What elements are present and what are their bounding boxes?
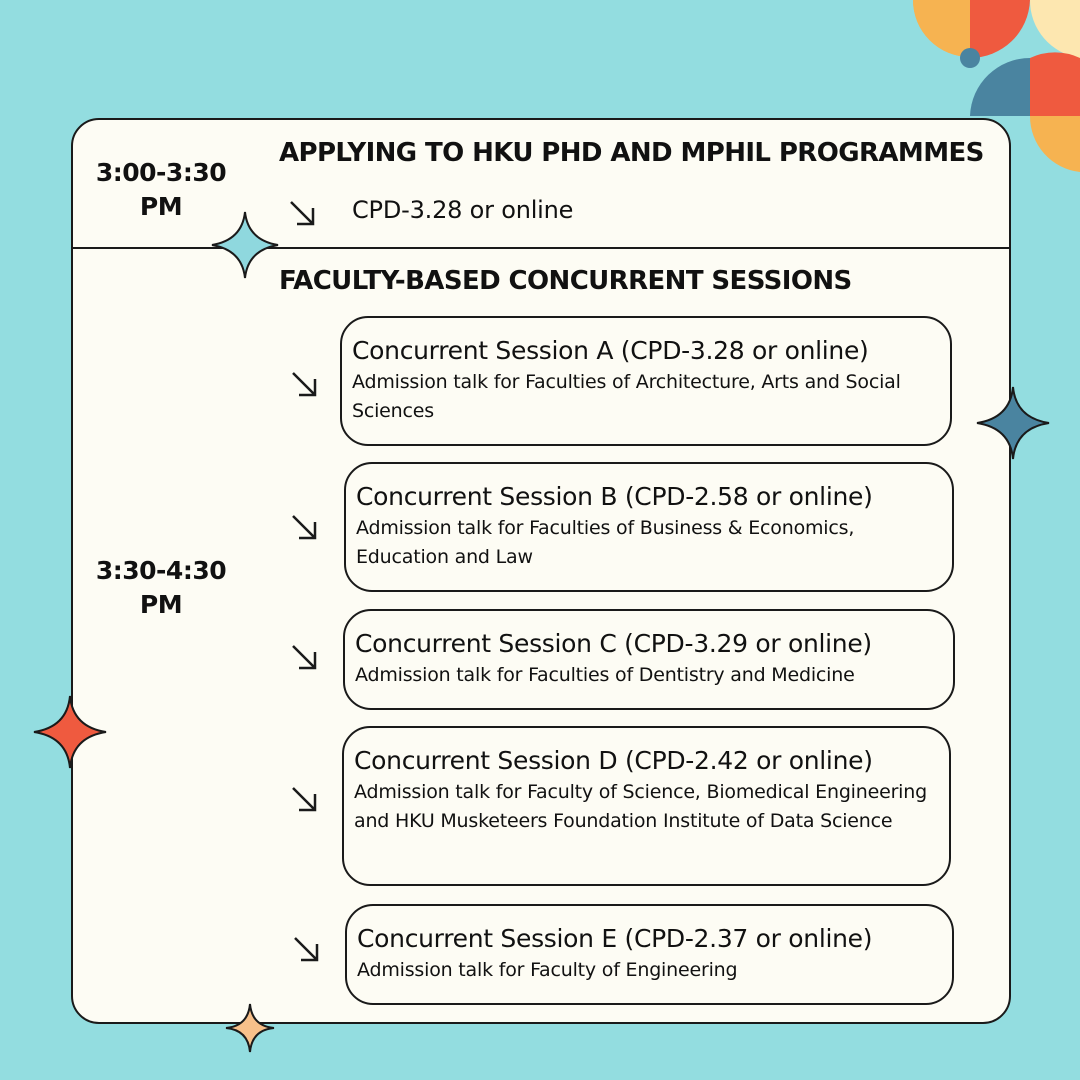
arrow-down-right-icon bbox=[291, 934, 321, 964]
arrow-down-right-icon bbox=[289, 642, 319, 672]
time-slot-2: 3:30-4:30 PM bbox=[95, 556, 227, 619]
session-card-b bbox=[344, 462, 954, 592]
red-star-icon bbox=[32, 694, 108, 770]
session-description: Admission talk for Faculties of Architecture, Arts and Social Sciences bbox=[352, 371, 901, 422]
arrow-down-right-icon bbox=[289, 369, 319, 399]
session-description: Admission talk for Faculties of Dentistry and Medicine bbox=[355, 664, 855, 686]
session-description: Admission talk for Faculty of Science, Biomedical Engineering and HKU Musketeers Foundation Institute of Data Science bbox=[354, 781, 927, 832]
arrow-down-right-icon bbox=[287, 198, 317, 228]
session-title: Concurrent Session A (CPD-3.28 or online) bbox=[352, 336, 869, 365]
location-text: CPD-3.28 or online bbox=[352, 196, 574, 224]
session-title: Concurrent Session D (CPD-2.42 or online) bbox=[354, 746, 873, 775]
session-card-d bbox=[342, 726, 951, 886]
session-description: Admission talk for Faculty of Engineering bbox=[357, 959, 738, 981]
session-title: Concurrent Session E (CPD-2.37 or online) bbox=[357, 924, 873, 953]
session-card-c bbox=[343, 609, 955, 710]
session-title: Concurrent Session B (CPD-2.58 or online) bbox=[356, 482, 873, 511]
session-card-a bbox=[340, 316, 952, 446]
session-heading-2: FACULTY-BASED CONCURRENT SESSIONS bbox=[279, 266, 852, 296]
session-description: Admission talk for Faculties of Business & Economics, Education and Law bbox=[356, 517, 855, 568]
arrow-down-right-icon bbox=[289, 784, 319, 814]
peach-star-icon bbox=[224, 1002, 276, 1054]
blue-star-icon bbox=[975, 385, 1051, 461]
arrow-down-right-icon bbox=[289, 512, 319, 542]
session-card-e bbox=[345, 904, 954, 1005]
time-slot-1: 3:00-3:30 PM bbox=[95, 158, 227, 221]
session-heading-1: APPLYING TO HKU PHD AND MPHIL PROGRAMMES bbox=[279, 138, 984, 168]
session-title: Concurrent Session C (CPD-3.29 or online) bbox=[355, 629, 872, 658]
teal-star-icon bbox=[210, 210, 280, 280]
